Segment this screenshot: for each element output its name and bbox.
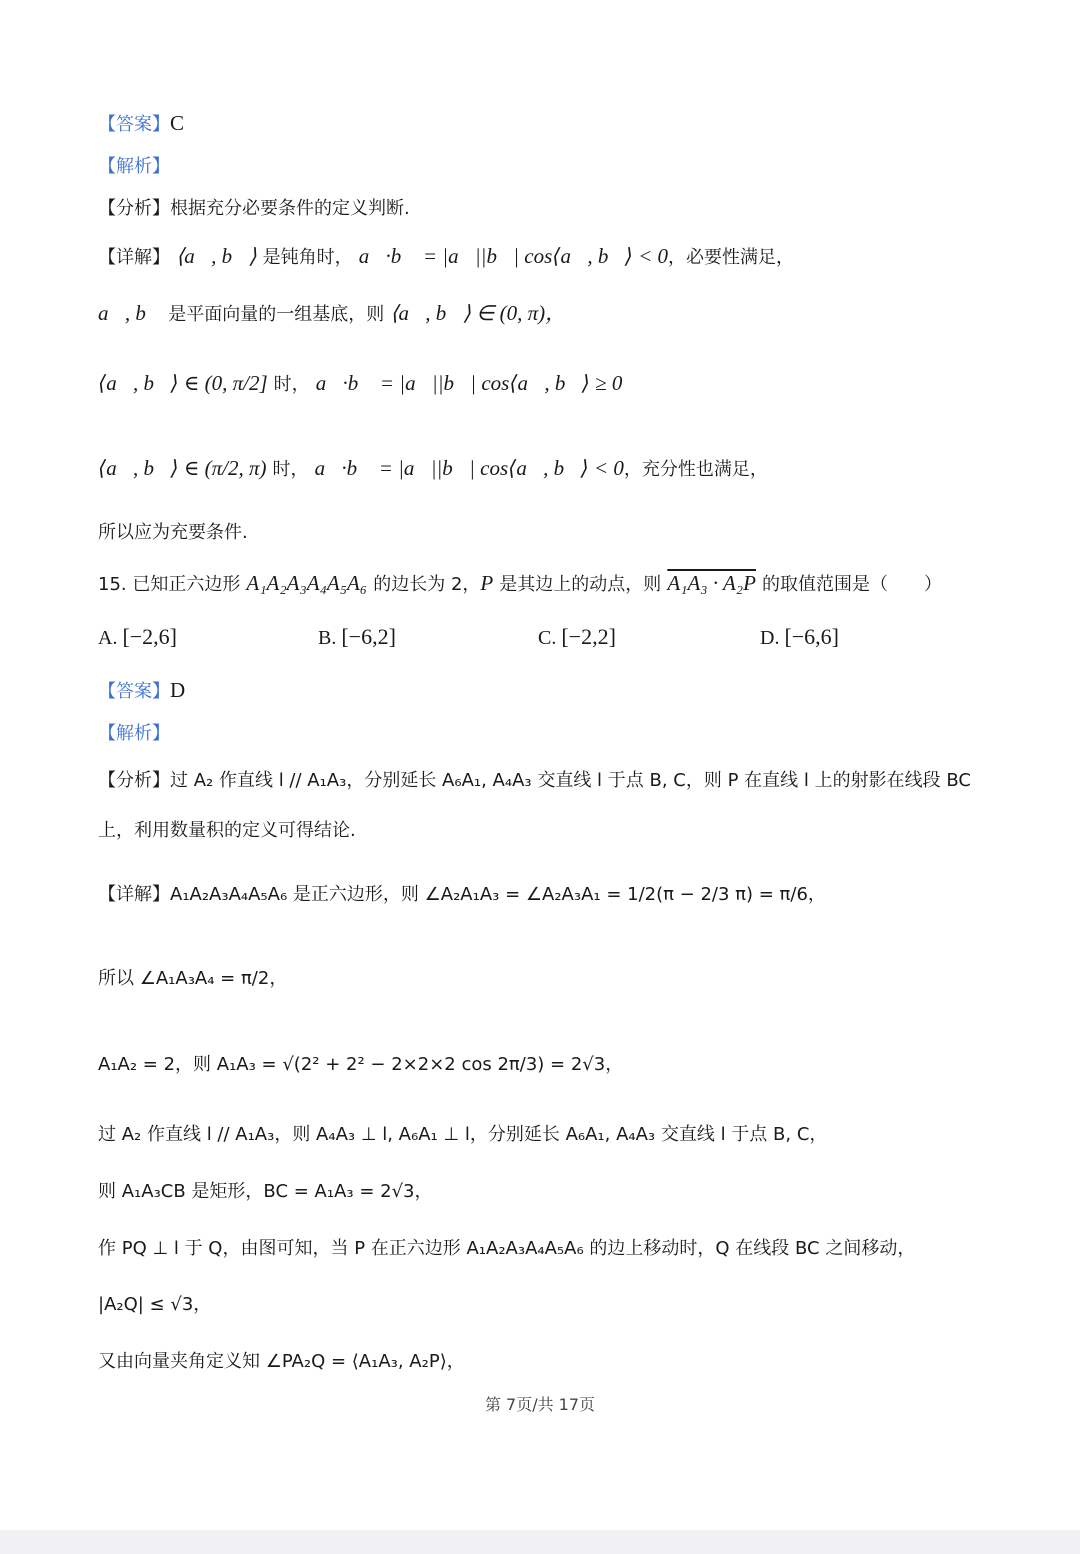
answer-tag: 【答案】 [98, 681, 170, 702]
detail-line-3-q15: A₁A₂ = 2，则 A₁A₃ = √(2² + 2² − 2×2×2 cos 2π/3) = 2√3， [98, 1054, 624, 1075]
math-expression: a⃗·b⃗ = |a⃗||b⃗| cos⟨a⃗, b⃗⟩ < 0 [358, 244, 669, 268]
viewer-bottom-bar [0, 1530, 1080, 1554]
detail-line-8-q15: 又由向量夹角定义知 ∠PA₂Q = ⟨A₁A₃, A₂P⟩， [98, 1351, 465, 1372]
detail-text: 是钝角时， [262, 247, 353, 268]
detail-line-2-q15: 所以 ∠A₁A₃A₄ = π/2， [98, 968, 288, 989]
detail-text: 时， [272, 459, 309, 480]
stem-text: 15. 已知正六边形 [98, 574, 241, 595]
math-expression: A₁A₃ · A₂P [667, 571, 756, 595]
page-footer: 第 7页/共 17页 [484, 1395, 596, 1414]
option-label: D. [760, 627, 780, 649]
option-c [538, 624, 616, 650]
fenxi-line-1-q15: 【分析】过 A₂ 作直线 l // A₁A₃，分别延长 A₆A₁, A₄A₃ 交直线 l 于点 B, C，则 P 在直线 l 上的射影在线段 BC [98, 770, 971, 791]
detail-line-2-q14 [98, 300, 566, 328]
answer-tag: 【答案】 [98, 114, 170, 135]
option-d [760, 624, 839, 650]
option-value: [−2,2] [561, 624, 616, 649]
detail-line-1-q15: 【详解】A₁A₂A₃A₄A₅A₆ 是正六边形，则 ∠A₂A₁A₃ = ∠A₂A₃A₁ = 1/2(π − 2/3 π) = π/6， [98, 884, 826, 905]
analysis-heading-q14 [98, 153, 170, 180]
stem-text: 的取值范围是（ ） [761, 574, 942, 595]
option-a [98, 624, 177, 650]
detail-line-5-q15: 则 A₁A₃CB 是矩形，BC = A₁A₃ = 2√3， [98, 1181, 433, 1202]
detail-line-7-q15: |A₂Q| ≤ √3， [98, 1294, 212, 1315]
answer-line-q14 [98, 110, 184, 138]
detail-line-3-q14 [98, 370, 639, 398]
fenxi-line-2-q15: 上，利用数量积的定义可得结论. [98, 820, 356, 841]
detail-text: ，必要性满足， [668, 247, 795, 268]
option-label: B. [318, 627, 337, 649]
detail-line-4-q15: 过 A₂ 作直线 l // A₁A₃，则 A₄A₃ ⊥ l, A₆A₁ ⊥ l，分别延长 A₆A₁, A₄A₃ 交直线 l 于点 B, C， [98, 1124, 828, 1145]
fenxi-q14: 【分析】根据充分必要条件的定义判断. [98, 198, 410, 219]
detail-line-6-q15: 作 PQ ⊥ l 于 Q，由图可知，当 P 在正六边形 A₁A₂A₃A₄A₅A₆ 的边上移动时，Q 在线段 BC 之间移动， [98, 1238, 916, 1259]
stem-text: 是其边上的动点，则 [499, 574, 662, 595]
option-label: A. [98, 627, 118, 649]
option-label: C. [538, 627, 557, 649]
question-stem-q15 [98, 570, 942, 598]
option-b [318, 624, 396, 650]
answer-value: D [170, 678, 186, 702]
math-expression: a⃗·b⃗ = |a⃗||b⃗| cos⟨a⃗, b⃗⟩ ≥ 0， [315, 371, 639, 395]
math-expression: a⃗·b⃗ = |a⃗||b⃗| cos⟨a⃗, b⃗⟩ < 0 [314, 456, 624, 480]
analysis-tag: 【解析】 [98, 156, 170, 177]
math-expression: A₁A₂A₃A₄A₅A₆ [246, 571, 368, 595]
analysis-heading-q15 [98, 720, 170, 747]
analysis-tag: 【解析】 [98, 723, 170, 744]
math-expression: ⟨a⃗, b⃗⟩ ∈ (0, π/2] [98, 371, 268, 395]
detail-text: ，充分性也满足， [623, 459, 768, 480]
answer-line-q15 [98, 677, 185, 705]
detail-tag: 【详解】 [98, 247, 170, 268]
math-expression: a⃗, b⃗ [98, 301, 163, 325]
math-expression: ⟨a⃗, b⃗⟩ [176, 244, 257, 268]
detail-text: 时， [273, 374, 310, 395]
detail-line-1-q14 [98, 243, 794, 271]
detail-text: 是平面向量的一组基底，则 [168, 304, 385, 325]
math-expression: ⟨a⃗, b⃗⟩ ∈ (0, π)， [390, 301, 567, 325]
option-value: [−6,6] [784, 624, 840, 649]
stem-text: 的边长为 2， [373, 574, 481, 595]
answer-value: C [170, 111, 185, 135]
detail-line-4-q14 [98, 455, 768, 483]
math-expression: ⟨a⃗, b⃗⟩ ∈ (π/2, π) [98, 456, 267, 480]
conclusion-q14: 所以应为充要条件. [98, 522, 248, 543]
option-value: [−2,6] [122, 624, 178, 649]
option-value: [−6,2] [341, 624, 396, 649]
math-expression: P [480, 571, 494, 595]
